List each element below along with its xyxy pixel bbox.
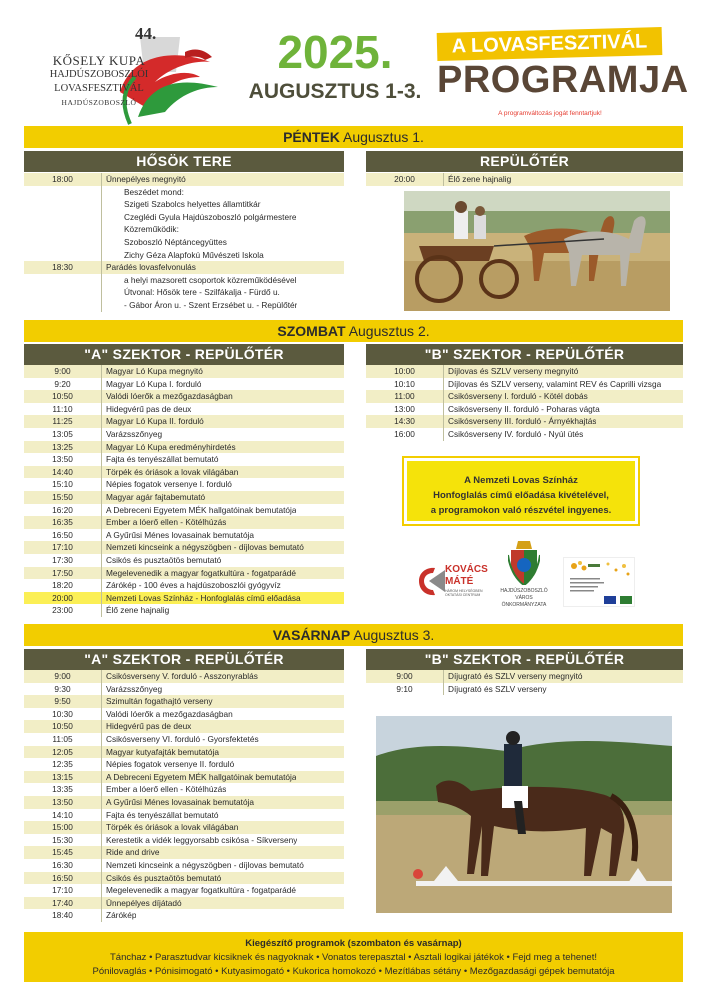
schedule-event: Szimultán fogathajtó verseny [106, 696, 213, 707]
schedule-time: 13:50 [24, 796, 102, 809]
schedule-time: 17:10 [24, 884, 102, 897]
schedule-event: Törpék és óriások a lovak világában [106, 466, 239, 477]
schedule-row [24, 478, 344, 491]
schedule-row [24, 466, 344, 479]
schedule-event: Útvonal: Hősök tere - Szilfákalja - Fürdő u. [124, 287, 280, 298]
schedule-event: a helyi mazsorett csoportok közreműködésével [124, 274, 297, 285]
program-title [437, 28, 689, 106]
schedule-row [24, 198, 344, 211]
schedule-event: Hidegvérű pas de deux [106, 721, 192, 732]
schedule-row [24, 720, 344, 733]
schedule-row [24, 365, 344, 378]
schedule-time: 20:00 [366, 173, 444, 186]
schedule-time: 14:40 [24, 466, 102, 479]
day-name: SZOMBAT [277, 323, 346, 339]
schedule-event: Magyar Ló Kupa II. forduló [106, 416, 204, 427]
schedule-event: Törpék és óriások a lovak világában [106, 822, 239, 833]
schedule-event: Ride and drive [106, 847, 160, 858]
schedule-row [366, 670, 683, 683]
schedule-list [366, 173, 683, 186]
logo-edition-number: 44. [135, 24, 157, 43]
schedule-row [366, 390, 683, 403]
logo-text [40, 54, 158, 110]
schedule-time: 23:00 [24, 604, 102, 617]
schedule-row [24, 249, 344, 262]
schedule-time: 9:00 [24, 365, 102, 378]
schedule-row [24, 541, 344, 554]
schedule-time: 12:35 [24, 758, 102, 771]
schedule-time [24, 198, 102, 211]
extra-programs [24, 932, 683, 982]
column-header: "B" SZEKTOR - REPÜLŐTÉR [366, 649, 683, 670]
schedule-row [24, 491, 344, 504]
schedule-event: Magyar kutyafajták bemutatója [106, 746, 219, 757]
schedule-row [24, 859, 344, 872]
schedule-time [24, 223, 102, 236]
extra-programs-line-2: Pónilovaglás • Pónisimogató • Kutyasimogató • Kukorica homokozó • Mezítlábas sétány • Mezőgazdasági gépek bemutatója [92, 966, 615, 977]
schedule-time: 9:10 [366, 683, 444, 696]
schedule-event: Valódi lóerők a mezőgazdaságban [106, 391, 233, 402]
schedule-event: Parádés lovasfelvonulás [106, 262, 196, 273]
schedule-time: 10:30 [24, 708, 102, 721]
schedule-row [24, 783, 344, 796]
schedule-time: 11:05 [24, 733, 102, 746]
schedule-list [366, 365, 683, 441]
schedule-list [24, 173, 344, 312]
schedule-row [24, 186, 344, 199]
schedule-row [24, 261, 344, 274]
schedule-event: Zárókép - 100 éves a hajdúszoboszlói gyógyvíz [106, 580, 281, 591]
schedule-list [366, 670, 683, 695]
schedule-row [24, 897, 344, 910]
schedule-event: Megelevenedik a magyar fogatkultúra - fogatparádé [106, 567, 297, 578]
schedule-time: 16:30 [24, 859, 102, 872]
schedule-event: Zichy Géza Alapfokú Művészeti Iskola [124, 249, 264, 260]
schedule-event: Népies fogatok versenye I. forduló [106, 479, 232, 490]
schedule-event: Szigeti Szabolcs helyettes államtitkár [124, 199, 261, 210]
schedule-time: 10:50 [24, 390, 102, 403]
schedule-time [24, 249, 102, 262]
eu-funding-logo-icon [564, 558, 636, 608]
title-main: PROGRAMJA [437, 59, 689, 101]
sponsor-city [496, 541, 552, 616]
schedule-time: 12:05 [24, 746, 102, 759]
schedule-event: A Debreceni Egyetem MÉK hallgatóinak bemutatója [106, 771, 297, 782]
schedule-row [24, 504, 344, 517]
schedule-row [24, 286, 344, 299]
schedule-event: Ember a lóerő ellen - Kötélhúzás [106, 784, 227, 795]
schedule-event: Díjugrató és SZLV verseny [448, 683, 547, 694]
festival-logo [40, 22, 225, 127]
schedule-event: Csikósverseny V. forduló - Asszonyrablás [106, 671, 258, 681]
day-banner-sunday [24, 624, 683, 646]
schedule-time: 15:10 [24, 478, 102, 491]
extra-programs-line-1: Tánchaz • Parasztudvar kicsiknek és nagyoknak • Vonatos terepasztal • Asztali logikai játékok • Fejd meg a tehenet! [110, 952, 597, 963]
schedule-event: Fajta és tenyészállat bemutató [106, 454, 219, 465]
schedule-time: 17:30 [24, 554, 102, 567]
schedule-time: 18:30 [24, 261, 102, 274]
sponsor-kovacs-mate [415, 560, 495, 605]
schedule-event: A Debreceni Egyetem MÉK hallgatóinak bemutatója [106, 504, 297, 515]
schedule-row [24, 299, 344, 312]
free-note-line: Honfoglalás című előadása kivételével, [433, 490, 609, 501]
day-date: Augusztus 1. [342, 129, 424, 145]
change-notice: A programváltozás jogát fenntartjuk! [498, 110, 602, 117]
schedule-time: 13:25 [24, 441, 102, 454]
schedule-event: Közreműködik: [124, 224, 179, 235]
kap-program-logo [563, 557, 635, 607]
dressage-photo [376, 716, 672, 913]
schedule-row [24, 884, 344, 897]
schedule-row [24, 211, 344, 224]
schedule-time: 15:00 [24, 821, 102, 834]
schedule-row [24, 236, 344, 249]
schedule-time: 16:35 [24, 516, 102, 529]
schedule-time [24, 286, 102, 299]
logo-line-2: HAJDÚSZOBOSZLÓI [49, 69, 149, 80]
schedule-row [24, 378, 344, 391]
schedule-row [24, 604, 344, 617]
schedule-row [24, 821, 344, 834]
schedule-event: Népies fogatok versenye II. forduló [106, 759, 235, 770]
free-entry-note [404, 458, 638, 524]
schedule-event: Csikósverseny II. forduló - Poharas vágta [448, 403, 600, 414]
schedule-row [24, 390, 344, 403]
schedule-time: 16:00 [366, 428, 444, 441]
schedule-time: 9:20 [24, 378, 102, 391]
schedule-event: Magyar Ló Kupa eredményhirdetés [106, 441, 236, 452]
schedule-event: A Gyűrűsi Ménes lovasainak bemutatója [106, 796, 255, 807]
day-name: VASÁRNAP [272, 627, 351, 643]
schedule-event: Magyar Ló Kupa I. forduló [106, 378, 202, 389]
schedule-time [24, 186, 102, 199]
schedule-time: 17:40 [24, 897, 102, 910]
schedule-event: Díjlovas és SZLV verseny, valamint REV és Caprilli vizsga [448, 378, 662, 389]
schedule-time: 14:10 [24, 809, 102, 822]
schedule-event: Csikósverseny IV. forduló - Nyúl ütés [448, 428, 584, 439]
schedule-event: Czeglédi Gyula Hajdúszoboszló polgármestere [124, 211, 297, 222]
schedule-time: 10:00 [366, 365, 444, 378]
schedule-row [24, 796, 344, 809]
schedule-time: 15:30 [24, 834, 102, 847]
schedule-time [24, 236, 102, 249]
city-name-2: VÁROS [515, 595, 533, 601]
schedule-row [24, 274, 344, 287]
schedule-row [24, 695, 344, 708]
schedule-event: Valódi lóerők a mezőgazdaságban [106, 708, 233, 719]
schedule-event: Ünnepélyes díjátadó [106, 897, 182, 908]
day-banner-friday [24, 126, 683, 148]
carriage-photo-image [404, 191, 670, 311]
schedule-row [24, 441, 344, 454]
kovacs-subtitle: HÁROM HELYSÉGBEN OKTATÁSI CENTRUM [445, 589, 483, 597]
schedule-time [24, 299, 102, 312]
schedule-time: 9:00 [24, 670, 102, 683]
schedule-event: Nemzeti kincseink a négyszögben - díjlovas bemutató [106, 542, 304, 553]
schedule-time: 13:15 [24, 771, 102, 784]
schedule-time: 14:30 [366, 415, 444, 428]
schedule-event: Csikósverseny VI. forduló - Gyorsfektetés [106, 733, 259, 744]
schedule-event: - Gábor Áron u. - Szent Erzsébet u. - Repülőtér [124, 299, 298, 310]
schedule-row [366, 365, 683, 378]
schedule-time: 18:40 [24, 909, 102, 922]
schedule-row [366, 378, 683, 391]
schedule-event: Díjlovas és SZLV verseny megnyitó [448, 366, 579, 376]
schedule-time: 16:50 [24, 529, 102, 542]
logo-line-3: LOVASFESZTIVÁL [54, 83, 144, 94]
schedule-time: 18:20 [24, 579, 102, 592]
schedule-row [24, 579, 344, 592]
schedule-row [24, 529, 344, 542]
schedule-row [366, 683, 683, 696]
free-note-line: a programokon való részvétel ingyenes. [430, 505, 612, 516]
schedule-row [24, 670, 344, 683]
schedule-row [24, 834, 344, 847]
schedule-time: 13:50 [24, 453, 102, 466]
schedule-time: 11:10 [24, 403, 102, 416]
schedule-time: 13:05 [24, 428, 102, 441]
schedule-time: 17:10 [24, 541, 102, 554]
schedule-event: Nemzeti kincseink a négyszögben - díjlovas bemutató [106, 859, 304, 870]
schedule-time: 11:00 [366, 390, 444, 403]
schedule-event: Magyar agár fajtabemutató [106, 491, 206, 502]
free-note-line: A Nemzeti Lovas Színház [464, 475, 578, 486]
schedule-row [24, 872, 344, 885]
schedule-event: Beszédet mond: [124, 186, 184, 197]
column-header: REPÜLŐTÉR [366, 151, 683, 172]
schedule-row [24, 746, 344, 759]
schedule-row [24, 846, 344, 859]
day-banner-saturday [24, 320, 683, 342]
schedule-event: Kerestetik a vidék leggyorsabb csikósa - Síkverseny [106, 834, 298, 845]
schedule-time: 15:45 [24, 846, 102, 859]
schedule-event: Csikós és pusztaötös bemutató [106, 554, 222, 565]
schedule-row [366, 415, 683, 428]
schedule-row [24, 771, 344, 784]
festival-dates: AUGUSZTUS 1-3. [248, 80, 422, 103]
city-name-3: ÖNKORMÁNYZATA [501, 602, 547, 608]
schedule-event: A Gyűrűsi Ménes lovasainak bemutatója [106, 529, 255, 540]
schedule-time: 16:20 [24, 504, 102, 517]
day-date: Augusztus 3. [353, 627, 435, 643]
schedule-event: Csikósverseny III. forduló - Árnyékhajtás [448, 416, 597, 427]
schedule-event: Fajta és tenyészállat bemutató [106, 809, 219, 820]
schedule-time: 15:50 [24, 491, 102, 504]
schedule-event: Varázsszőnyeg [106, 428, 163, 439]
schedule-event: Élő zene hajnalig [106, 605, 170, 616]
kovacs-name-2: MÁTÉ [445, 576, 474, 587]
title-banner: A LOVASFESZTIVÁL [437, 27, 663, 61]
schedule-time: 10:50 [24, 720, 102, 733]
schedule-row [24, 428, 344, 441]
schedule-event: Élő zene hajnalig [448, 174, 512, 184]
schedule-row [24, 223, 344, 236]
schedule-event: Magyar Ló Kupa megnyitó [106, 366, 203, 376]
schedule-row [24, 758, 344, 771]
schedule-row [24, 415, 344, 428]
schedule-list [24, 670, 344, 922]
schedule-event: Csikósverseny I. forduló - Kötél dobás [448, 391, 588, 402]
schedule-row [24, 909, 344, 922]
column-header: "A" SZEKTOR - REPÜLŐTÉR [24, 649, 344, 670]
schedule-row [24, 554, 344, 567]
schedule-time: 17:50 [24, 567, 102, 580]
schedule-row [366, 403, 683, 416]
festival-year: 2025. [277, 26, 393, 78]
schedule-event: Zárókép [106, 910, 137, 921]
schedule-time: 16:50 [24, 872, 102, 885]
schedule-row [24, 809, 344, 822]
schedule-event: Ünnepélyes megnyitó [106, 174, 186, 184]
schedule-time [24, 274, 102, 287]
column-header: "B" SZEKTOR - REPÜLŐTÉR [366, 344, 683, 365]
schedule-row [24, 592, 344, 605]
day-date: Augusztus 2. [348, 323, 430, 339]
schedule-time: 9:00 [366, 670, 444, 683]
logo-line-1: KŐSELY KUPA [52, 53, 146, 68]
schedule-time: 18:00 [24, 173, 102, 186]
city-coat-of-arms-icon [508, 541, 540, 585]
schedule-row [24, 516, 344, 529]
schedule-time: 20:00 [24, 592, 102, 605]
schedule-row [24, 173, 344, 186]
schedule-row [366, 428, 683, 441]
schedule-row [24, 683, 344, 696]
schedule-event: Szoboszló Néptáncegyüttes [124, 236, 227, 247]
schedule-event: Hidegvérű pas de deux [106, 403, 192, 414]
schedule-row [24, 708, 344, 721]
schedule-row [24, 567, 344, 580]
schedule-time [24, 211, 102, 224]
schedule-event: Varázsszőnyeg [106, 683, 163, 694]
extra-programs-title: Kiegészítő programok (szombaton és vasárnap) [245, 938, 462, 949]
day-name: PÉNTEK [283, 129, 340, 145]
schedule-time: 13:00 [366, 403, 444, 416]
schedule-time: 9:30 [24, 683, 102, 696]
kovacs-name-1: KOVÁCS [445, 564, 488, 575]
schedule-row [24, 403, 344, 416]
schedule-row [24, 733, 344, 746]
city-name-1: HAJDÚSZOBOSZLÓ [500, 588, 548, 594]
schedule-list [24, 365, 344, 617]
schedule-event: Ember a lóerő ellen - Kötélhúzás [106, 517, 227, 528]
column-header: HŐSÖK TERE [24, 151, 344, 172]
logo-line-4: HAJDÚSZOBOSZLÓ [61, 98, 137, 107]
carriage-photo [404, 191, 670, 311]
schedule-row [366, 173, 683, 186]
schedule-row [24, 453, 344, 466]
column-header: "A" SZEKTOR - REPÜLŐTÉR [24, 344, 344, 365]
schedule-event: Díjugrató és SZLV verseny megnyitó [448, 671, 583, 681]
schedule-time: 9:50 [24, 695, 102, 708]
dressage-photo-image [376, 716, 672, 913]
schedule-event: Megelevenedik a magyar fogatkultúra - fogatparádé [106, 885, 297, 896]
schedule-time: 10:10 [366, 378, 444, 391]
schedule-time: 13:35 [24, 783, 102, 796]
schedule-time: 11:25 [24, 415, 102, 428]
schedule-event: Csikós és pusztaötös bemutató [106, 872, 222, 883]
kovacs-logo-icon [415, 564, 449, 598]
schedule-event: Nemzeti Lovas Színház - Honfoglalás című előadása [106, 592, 301, 603]
